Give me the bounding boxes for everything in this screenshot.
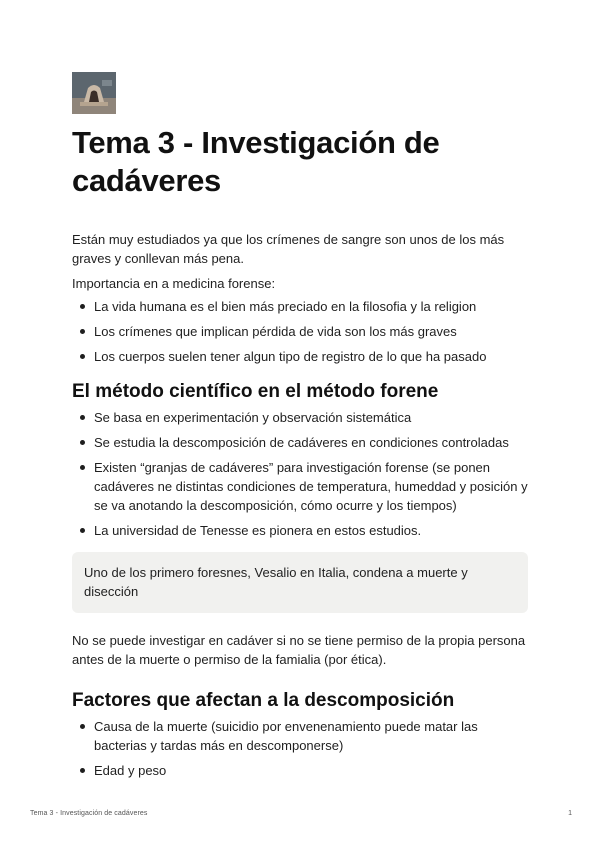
list-item: La vida humana es el bien más preciado en la filosofia y la religion [72, 297, 528, 316]
list-item: Se estudia la descomposición de cadáveres en condiciones controladas [72, 433, 528, 452]
page-cover-image [72, 72, 116, 114]
callout-text: Uno de los primero foresnes, Vesalio en Italia, condena a muerte y disección [84, 565, 468, 599]
page-content [72, 124, 528, 786]
intro-paragraph: Están muy estudiados ya que los crímenes de sangre son unos de los más graves y conllevan más pena. [72, 232, 505, 266]
cover-photo-icon [72, 72, 116, 114]
list-item: Los cuerpos suelen tener algun tipo de registro de lo que ha pasado [72, 347, 528, 366]
importance-list [72, 297, 528, 366]
factors-list [72, 717, 528, 780]
callout-block [72, 552, 528, 613]
footer-title: Tema 3 - Investigación de cadáveres [30, 810, 148, 817]
list-item: Existen “granjas de cadáveres” para investigación forense (se ponen cadáveres ne distintas condiciones de temperatura, humeddad y posición y se va anotando la descomposición, cómo ocurre y los tiempos) [72, 458, 528, 515]
footer-page-number: 1 [568, 810, 572, 817]
list-item: Los crímenes que implican pérdida de vida son los más graves [72, 322, 528, 341]
section-heading-factors: Factores que afectan a la descomposición [72, 690, 455, 711]
list-item: La universidad de Tenesse es pionera en estos estudios. [72, 521, 528, 540]
list-item: Se basa en experimentación y observación sistemática [72, 408, 528, 427]
importance-label: Importancia en a medicina forense: [72, 276, 276, 291]
method-list [72, 408, 528, 540]
section-heading-method: El método científico en el método forene [72, 381, 439, 402]
ethics-paragraph: No se puede investigar en cadáver si no se tiene permiso de la propia persona antes de la muerte o permiso de la famialia (por ética). [72, 633, 526, 667]
list-item: Causa de la muerte (suicidio por envenenamiento puede matar las bacterias y tardas más en descomponerse) [72, 717, 528, 755]
page-title: Tema 3 - Investigación de cadáveres [72, 125, 440, 198]
list-item: Edad y peso [72, 761, 528, 780]
